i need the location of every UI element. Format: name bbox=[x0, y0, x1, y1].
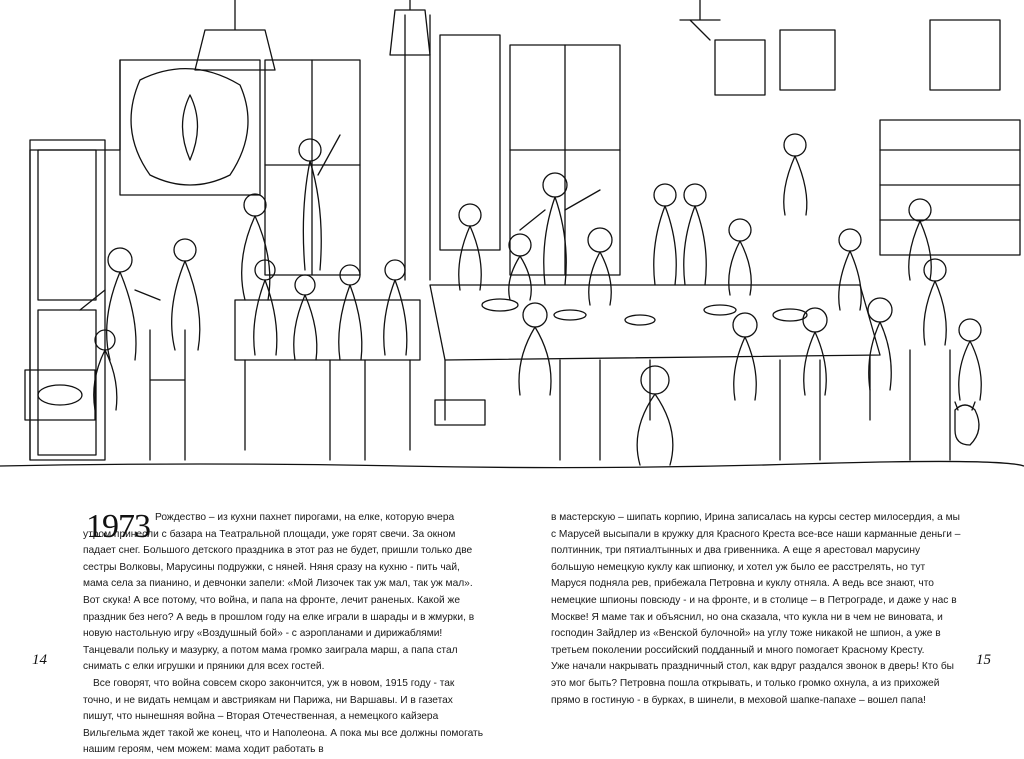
telephone-icon bbox=[435, 400, 485, 425]
lamp-icon-3 bbox=[680, 0, 720, 40]
lamp-icon-2 bbox=[390, 0, 430, 55]
page-number-left: 14 bbox=[32, 652, 47, 668]
window-icon-2 bbox=[440, 35, 500, 250]
piano-icon bbox=[235, 300, 420, 360]
gramophone-icon bbox=[25, 370, 95, 420]
left-wall-icon bbox=[30, 60, 120, 460]
floor-line-icon bbox=[0, 461, 1024, 467]
chair-icon bbox=[150, 330, 185, 460]
right-page-text bbox=[551, 510, 961, 709]
painting-icon bbox=[120, 60, 260, 195]
left-page-text bbox=[83, 510, 483, 759]
cat-icon bbox=[955, 402, 979, 445]
table-icon bbox=[430, 285, 880, 360]
page-number-right: 15 bbox=[976, 652, 991, 668]
frame-icon bbox=[930, 20, 1000, 90]
year-heading: 1973 bbox=[86, 508, 150, 545]
right-paragraph-1: в мастерскую – шипать корпию, Ирина записалась на курсы сестер милосердия, а мы с Марусей высыпали в кружку для Красного Креста все-все наши карманные деньги – полтинник, три пятиалтынных и два гривенника. А еще я арестовал марусину большую немецкую куклу как шпионку, и хотел уж было ее расстрелять, но тут Маруся подняла рев, прибежала Петровна и куклу отняла. А ведь все знают, что немецкие шпионы повсюду - и на фронте, и в столице – в Петрограде, и даже у нас в Москве! Я маме так и объяснил, но она сказала, что кукла ни в чем не виновата, и господин Зайдлер из «Венской булочной» на углу тоже никакой не шпион, а уже в третьем поколении российский подданный и много помогает Красному Кресту. bbox=[551, 512, 961, 656]
left-paragraph-2: Все говорят, что война совсем скоро закончится, уж в новом, 1915 году - так точно, и не видать немцам и австриякам ни Парижа, ни Варшавы. И в газетах пишут, что нынешняя война – Вторая Отечественная, а немецкого кайзера Вильгельма ждет такой же конец, что и Наполеона. А пока мы все должны помогать нашим героям, чем можем: мама ходит работать в bbox=[83, 677, 484, 756]
right-paragraph-2: Уже начали накрывать праздничный стол, как вдруг раздался звонок в дверь! Кто бы это мог быть? Петровна пошла открывать, и только громко охнула, а из прихожей прямо в гостиную - в бурках, в шинели, в меховой шапке-папахе – вошел папа! bbox=[551, 661, 955, 706]
left-paragraph-1: Рождество – из кухни пахнет пирогами, на елке, которую вчера утром принесли с базара на Театральной площади, уже горят свечи. За окном падает снег. Большого детского праздника в этот раз не будет, пришли только две сестры Волковы, Марусины подружки, с няней. Няня сразу на кухню - пить чай, мама села за пианино, и девчонки запели: «Мой Лизочек так уж мал, так уж мал». Вот скука! А все потому, что война, и папа на фронте, лечит раненых. Какой же праздник без него? А ведь в прошлом году на елке играли в шарады и в жмурки, в новую настольную игру «Воздушный бой» - с аэропланами и дирижаблями! Танцевали польку и мазурку, а потом мама громко заиграла марш, а папа стал снимать с елки игрушки и пряники для всех гостей. bbox=[83, 512, 475, 673]
shelves-icon bbox=[880, 120, 1020, 255]
people-icon bbox=[80, 134, 981, 465]
